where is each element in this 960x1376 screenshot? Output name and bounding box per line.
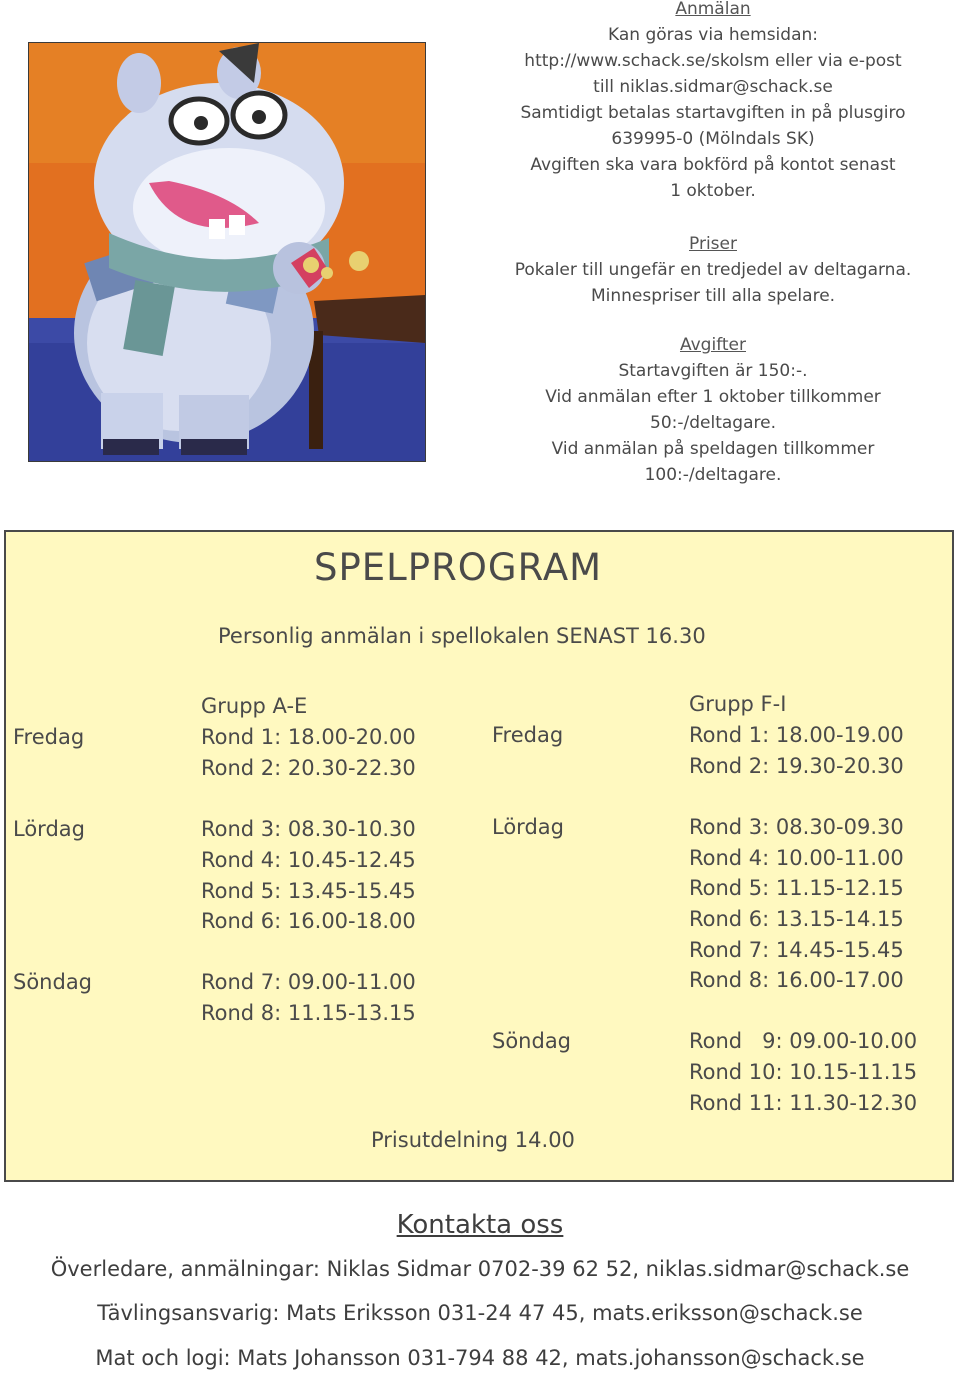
fees-line: Vid anmälan på speldagen tillkommer	[551, 439, 875, 459]
group-f-heading: Grupp F-I	[689, 692, 787, 716]
program-subtitle: Personlig anmälan i spellokalen SENAST 16.30	[218, 624, 706, 648]
hippo-chess-picture	[29, 43, 425, 461]
contact-heading: Kontakta oss	[396, 1210, 564, 1240]
group-a-round: Rond 1: 18.00-20.00	[201, 725, 416, 749]
contact-line-food-lodging: Mat och logi: Mats Johansson 031-794 88 42, mats.johansson@schack.se	[95, 1346, 865, 1370]
group-a-round: Rond 8: 11.15-13.15	[201, 1001, 416, 1025]
group-f-round: Rond 11: 11.30-12.30	[689, 1091, 918, 1115]
prizes-section	[470, 231, 956, 309]
prizes-heading: Priser	[689, 234, 737, 254]
group-f-round: Rond 6: 13.15-14.15	[689, 907, 904, 931]
group-f-round: Rond 3: 08.30-09.30	[689, 815, 904, 839]
prizes-line: Minnespriser till alla spelare.	[590, 286, 836, 306]
registration-line: Kan göras via hemsidan:	[608, 25, 818, 45]
group-f-day-lordag: Lördag	[492, 815, 564, 839]
group-a-heading: Grupp A-E	[201, 694, 308, 718]
group-a-day-fredag: Fredag	[13, 725, 85, 749]
group-f-day-fredag: Fredag	[492, 723, 564, 747]
fees-line: 100:-/deltagare.	[644, 465, 782, 485]
contact-line-organizer: Överledare, anmälningar: Niklas Sidmar 0702-39 62 52, niklas.sidmar@schack.se	[50, 1257, 910, 1281]
group-a-day-lordag: Lördag	[13, 817, 85, 841]
group-f-round: Rond 1: 18.00-19.00	[689, 723, 904, 747]
group-a-round: Rond 2: 20.30-22.30	[201, 756, 416, 780]
contact-line-competition: Tävlingsansvarig: Mats Eriksson 031-24 47 45, mats.eriksson@schack.se	[97, 1301, 863, 1325]
group-f-round: Rond 2: 19.30-20.30	[689, 754, 904, 778]
fees-heading: Avgifter	[679, 335, 746, 355]
registration-line: Avgiften ska vara bokförd på kontot senast	[530, 155, 896, 175]
fees-line: Startavgiften är 150:-.	[618, 361, 808, 381]
program-box	[4, 530, 954, 1182]
group-f-round: Rond 5: 11.15-12.15	[689, 876, 904, 900]
registration-section	[470, 0, 956, 204]
group-f-day-sondag: Söndag	[492, 1029, 572, 1053]
group-a-round: Rond 5: 13.45-15.45	[201, 879, 416, 903]
registration-heading: Anmälan	[675, 0, 751, 19]
group-f-round: Rond 4: 10.00-11.00	[689, 846, 904, 870]
group-f-round: Rond 10: 10.15-11.15	[689, 1060, 918, 1084]
fees-section	[470, 332, 956, 488]
group-a-day-sondag: Söndag	[13, 970, 93, 994]
group-a-round: Rond 3: 08.30-10.30	[201, 817, 416, 841]
program-title: SPELPROGRAM	[314, 546, 603, 589]
group-f-round: Rond 9: 09.00-10.00	[689, 1029, 918, 1053]
group-a-round: Rond 6: 16.00-18.00	[201, 909, 416, 933]
registration-line: 639995-0 (Mölndals SK)	[611, 129, 815, 149]
group-a-round: Rond 4: 10.45-12.45	[201, 848, 416, 872]
fees-line: 50:-/deltagare.	[650, 413, 776, 433]
registration-line: 1 oktober.	[670, 181, 756, 201]
hippo-illustration	[28, 42, 426, 462]
fees-line: Vid anmälan efter 1 oktober tillkommer	[545, 387, 881, 407]
prizes-line: Pokaler till ungefär en tredjedel av deltagarna.	[514, 260, 912, 280]
registration-line: http://www.schack.se/skolsm eller via e-post	[524, 51, 902, 71]
registration-line: till niklas.sidmar@schack.se	[593, 77, 833, 97]
prize-ceremony: Prisutdelning 14.00	[371, 1128, 575, 1152]
group-f-round: Rond 8: 16.00-17.00	[689, 968, 904, 992]
registration-line: Samtidigt betalas startavgiften in på plusgiro	[520, 103, 906, 123]
group-f-round: Rond 7: 14.45-15.45	[689, 938, 904, 962]
group-a-round: Rond 7: 09.00-11.00	[201, 970, 416, 994]
